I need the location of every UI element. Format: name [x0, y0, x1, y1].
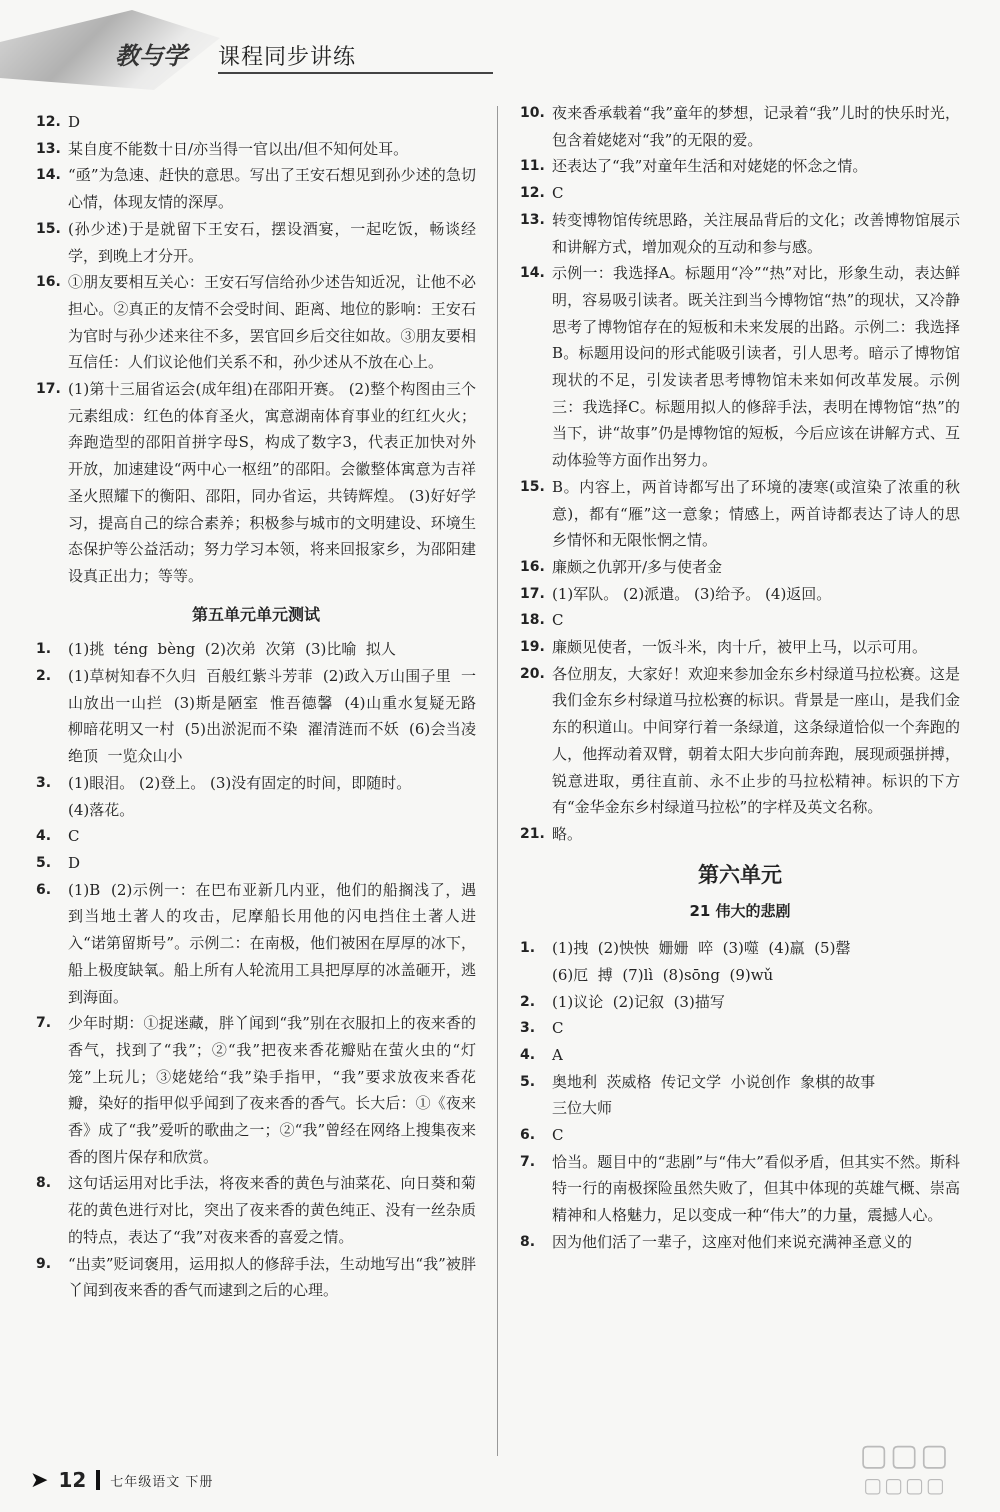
answer-text: 略。 — [552, 824, 583, 843]
header-rule — [218, 72, 493, 74]
answer-text: 因为他们活了一辈子，这座对他们来说充满神圣意义的 — [552, 1232, 913, 1251]
answer-number: 17. — [520, 585, 545, 602]
answer-text: 恰当。题目中的“悲剧”与“伟大”看似矛盾，但其实不然。斯科特一行的南极探险虽然失败了，但其中体现的英雄气概、崇高精神和人格魅力，足以变成一种“伟大”的力量，震撼人心。 — [552, 1152, 960, 1225]
answer-text: C — [552, 1019, 564, 1038]
answer-item — [520, 100, 960, 153]
answer-text: (1)第十三届省运会(成年组)在邵阳开赛。 (2)整个构图由三个元素组成：红色的体育圣火，寓意湖南体育事业的红红火火；奔跑造型的邵阳首拼字母S，构成了数字3，代表正加快对外开放，加速建设“两中心一枢纽”的邵阳。会徽整体寓意为吉祥圣火照耀下的衡阳、邵阳，同办省运，共铸辉煌。 (3)好好学习，提高自己的综合素养；积极参与城市的文明建设、环境生态保护等公益活动；努力学习本领，将来回报家乡，为邵阳建设真正出力；等等。 — [68, 380, 476, 585]
answer-item — [520, 634, 960, 661]
answer-item — [36, 216, 476, 269]
answer-number: 17. — [36, 381, 61, 398]
right-column — [520, 100, 960, 1256]
answer-item — [520, 1122, 960, 1149]
answer-number: 6. — [36, 881, 52, 898]
answer-number: 15. — [520, 478, 545, 495]
answer-number: 6. — [520, 1127, 536, 1144]
answer-text: (1)眼泪。 (2)登上。 (3)没有固定的时间，即随时。 (4)落花。 — [68, 773, 412, 819]
answer-number: 8. — [36, 1175, 52, 1192]
answer-item — [36, 877, 476, 1011]
answer-text: A — [552, 1045, 563, 1064]
answer-number: 19. — [520, 639, 545, 656]
answer-text: 夜来香承载着“我”童年的梦想，记录着“我”儿时的快乐时光，包含着姥姥对“我”的无限的爱。 — [552, 104, 960, 149]
answer-item — [36, 1251, 476, 1304]
answer-item — [36, 850, 476, 877]
answer-number: 5. — [520, 1073, 536, 1090]
answer-text: 还表达了“我”对童年生活和对姥姥的怀念之情。 — [552, 157, 868, 176]
answer-text: B。内容上，两首诗都写出了环境的凄寒(或渲染了浓重的秋意)，都有“雁”这一意象；情感上，两首诗都表达了诗人的思乡情怀和无限怅惘之情。 — [552, 477, 960, 550]
answer-item — [520, 474, 960, 554]
answer-text: 某自度不能数十日/亦当得一官以出/但不知何处耳。 — [68, 139, 409, 158]
answer-list-lesson21 — [520, 935, 960, 1255]
answer-number: 18. — [520, 612, 545, 629]
answer-list-left — [36, 109, 476, 590]
answer-item — [520, 989, 960, 1016]
answer-text: 示例一：我选择A。标题用“冷”“热”对比，形象生动，表达鲜明，容易吸引读者。既关注到当今博物馆“热”的现状，又冷静思考了博物馆存在的短板和未来发展的出路。示例二：我选择B。标题用设问的形式能吸引读者，引人思考。暗示了博物馆现状的不足，引发读者思考博物馆未来如何改革发展。示例三：我选择C。标题用拟人的修辞手法，表明在博物馆“热”的当下，讲“故事”仍是博物馆的短板，今后应该在讲解方式、互动体验等方面作出努力。 — [552, 264, 960, 470]
answer-item — [36, 136, 476, 163]
answer-item — [520, 607, 960, 634]
footer-book-title: 七年级语文 下册 — [110, 1474, 214, 1490]
answer-item — [36, 376, 476, 590]
watermark-top: ▢▢▢ — [859, 1438, 951, 1473]
header-subtitle: 课程同步讲练 — [218, 45, 357, 70]
answer-number: 14. — [520, 265, 545, 282]
answer-text: (1)B (2)示例一：在巴布亚新几内亚，他们的船搁浅了，遇到当地土著人的攻击，尼摩船长用他的闪电挡住土著人进入“诺第留斯号”。示例二：在南极，他们被困在厚厚的冰下，船上极度缺氧。船上所有人轮流用工具把厚厚的冰盖砸开，逃到海面。 — [68, 880, 476, 1006]
answer-text: C — [68, 827, 80, 846]
answer-text: C — [552, 1126, 564, 1145]
answer-number: 13. — [520, 211, 545, 228]
answer-number: 12. — [36, 114, 61, 130]
footer-bar — [96, 1470, 100, 1490]
answer-number: 15. — [36, 220, 61, 237]
answer-item — [520, 207, 960, 260]
answer-item — [520, 554, 960, 581]
answer-item — [36, 269, 476, 376]
answer-item — [520, 1149, 960, 1229]
answer-number: 1. — [520, 940, 536, 957]
unit6-title: 第六单元 — [698, 862, 782, 887]
answer-text: D — [68, 113, 81, 131]
answer-number: 1. — [36, 641, 52, 658]
column-divider — [497, 106, 498, 1456]
answer-item — [520, 1015, 960, 1042]
answer-item — [520, 581, 960, 608]
answer-item — [36, 162, 476, 215]
answer-item — [520, 153, 960, 180]
page-header — [0, 0, 1000, 100]
left-column — [36, 109, 486, 1304]
answer-item — [36, 823, 476, 850]
answer-text: 这句话运用对比手法，将夜来香的黄色与油菜花、向日葵和菊花的黄色进行对比，突出了夜来香的黄色纯正、没有一丝杂质的特点，表达了“我”对夜来香的喜爱之情。 — [68, 1174, 476, 1246]
answer-number: 16. — [520, 558, 545, 575]
answer-text: (1)挑 téng bèng (2)次弟 次第 (3)比喻 拟人 — [68, 640, 396, 659]
page-number: 12 — [58, 1468, 87, 1492]
answer-text: (孙少述)于是就留下王安石，摆设酒宴，一起吃饭，畅谈经学，到晚上才分开。 — [68, 219, 476, 265]
answer-text: D — [68, 853, 81, 872]
answer-item — [520, 180, 960, 207]
answer-item — [36, 1010, 476, 1170]
header-decoration — [0, 10, 220, 90]
answer-number: 2. — [36, 668, 52, 685]
answer-number: 7. — [520, 1153, 536, 1170]
answer-number: 12. — [520, 185, 545, 202]
answer-item — [36, 636, 476, 663]
brand-logo: 教与学 — [115, 41, 187, 70]
answer-number: 4. — [520, 1046, 536, 1063]
answer-number: 8. — [520, 1233, 536, 1250]
answer-text: 少年时期：①捉迷藏，胖丫闻到“我”别在衣服扣上的夜来香的香气，找到了“我”；②“我”把夜来香花瓣贴在萤火虫的“灯笼”上玩儿；③姥姥给“我”染手指甲，“我”要求放夜来香花瓣，染好的指甲似乎闻到了夜来香的香气。长大后：①《夜来香》成了“我”爱听的歌曲之一；②“我”曾经在网络上搜集夜来香的图片保存和欣赏。 — [68, 1014, 476, 1166]
answer-number: 21. — [520, 825, 545, 842]
answer-number: 7. — [36, 1015, 52, 1032]
answer-text: (1)拽 (2)怏怏 姗姗 啐 (3)噬 (4)羸 (5)罄 (6)厄 搏 (7)lì (8)sōng (9)wǔ — [552, 939, 851, 984]
answer-item — [520, 1069, 960, 1122]
arrow-icon: ➤ — [30, 1467, 49, 1493]
answer-item — [520, 661, 960, 821]
answer-number: 14. — [36, 167, 61, 184]
lesson-title: 21 伟大的悲剧 — [689, 902, 791, 921]
answer-text: (1)草树知春不久归 百般红紫斗芳菲 (2)政入万山围子里 一山放出一山拦 (3)斯是陋室 惟吾德馨 (4)山重水复疑无路 柳暗花明又一村 (5)出淤泥而不染 濯清涟而不妖 (6)会当凌绝顶 一览众山小 — [68, 667, 486, 766]
answer-list-unit5 — [36, 636, 486, 1304]
answer-text: “出卖”贬词褒用，运用拟人的修辞手法，生动地写出“我”被胖丫闻到夜来香的香气而逮到之后的心理。 — [68, 1254, 476, 1300]
answer-number: 10. — [520, 105, 545, 121]
answer-text: C — [552, 611, 564, 630]
answer-number: 4. — [36, 828, 52, 845]
answer-text: (1)军队。 (2)派遣。 (3)给予。 (4)返回。 — [552, 584, 832, 603]
unit5-test-title: 第五单元单元测试 — [191, 604, 320, 624]
answer-text: “亟”为急速、赶快的意思。写出了王安石想见到孙少述的急切心情，体现友情的深厚。 — [68, 166, 476, 212]
answer-item — [36, 1170, 476, 1250]
answer-number: 9. — [36, 1255, 52, 1272]
answer-text: C — [552, 184, 564, 203]
answer-item — [520, 1229, 960, 1256]
answer-number: 3. — [520, 1020, 536, 1037]
answer-text: 奥地利 茨威格 传记文学 小说创作 象棋的故事 三位大师 — [552, 1072, 876, 1118]
answer-item — [36, 770, 476, 823]
answer-text: (1)议论 (2)记叙 (3)描写 — [552, 992, 725, 1011]
answer-number: 13. — [36, 140, 61, 157]
answer-item — [520, 260, 960, 474]
answer-text: ①朋友要相互关心：王安石写信给孙少述告知近况，让他不必担心。②真正的友情不会受时间、距离、地位的影响：王安石为官时与孙少述来往不多，罢官回乡后交往如故。③朋友要相互信任：人们议论他们关系不和，孙少述从不放在心上。 — [68, 273, 476, 372]
answer-text: 各位朋友，大家好！欢迎来参加金东乡村绿道马拉松赛。这是我们金东乡村绿道马拉松赛的标识。背景是一座山，是我们金东的积道山。中间穿行着一条绿道，这条绿道恰似一个奔跑的人，他挥动着双臂，朝着太阳大步向前奔跑，展现顽强拼搏，锐意进取，勇往直前、永不止步的马拉松精神。标识的下方有“金华金东乡村绿道马拉松”的字样及英文名称。 — [552, 664, 960, 817]
watermark-logo — [830, 1438, 980, 1497]
answer-item — [36, 109, 476, 136]
answer-number: 3. — [36, 774, 52, 791]
answer-number: 16. — [36, 274, 61, 291]
watermark-bottom: ▢▢▢▢ — [863, 1473, 947, 1497]
answer-number: 20. — [520, 665, 545, 682]
page-footer — [30, 1462, 213, 1498]
answer-list-right — [520, 100, 960, 848]
answer-item — [520, 935, 960, 988]
answer-number: 5. — [36, 854, 52, 871]
answer-number: 2. — [520, 993, 536, 1010]
answer-item — [520, 1042, 960, 1069]
answer-text: 廉颇之仇郭开/多与使者金 — [552, 557, 723, 576]
answer-text: 转变博物馆传统思路，关注展品背后的文化；改善博物馆展示和讲解方式，增加观众的互动和参与感。 — [552, 210, 960, 256]
answer-number: 11. — [520, 158, 545, 175]
answer-text: 廉颇见使者，一饭斗米，肉十斤，被甲上马，以示可用。 — [552, 638, 928, 657]
answer-item — [520, 821, 960, 848]
answer-item — [36, 663, 486, 770]
